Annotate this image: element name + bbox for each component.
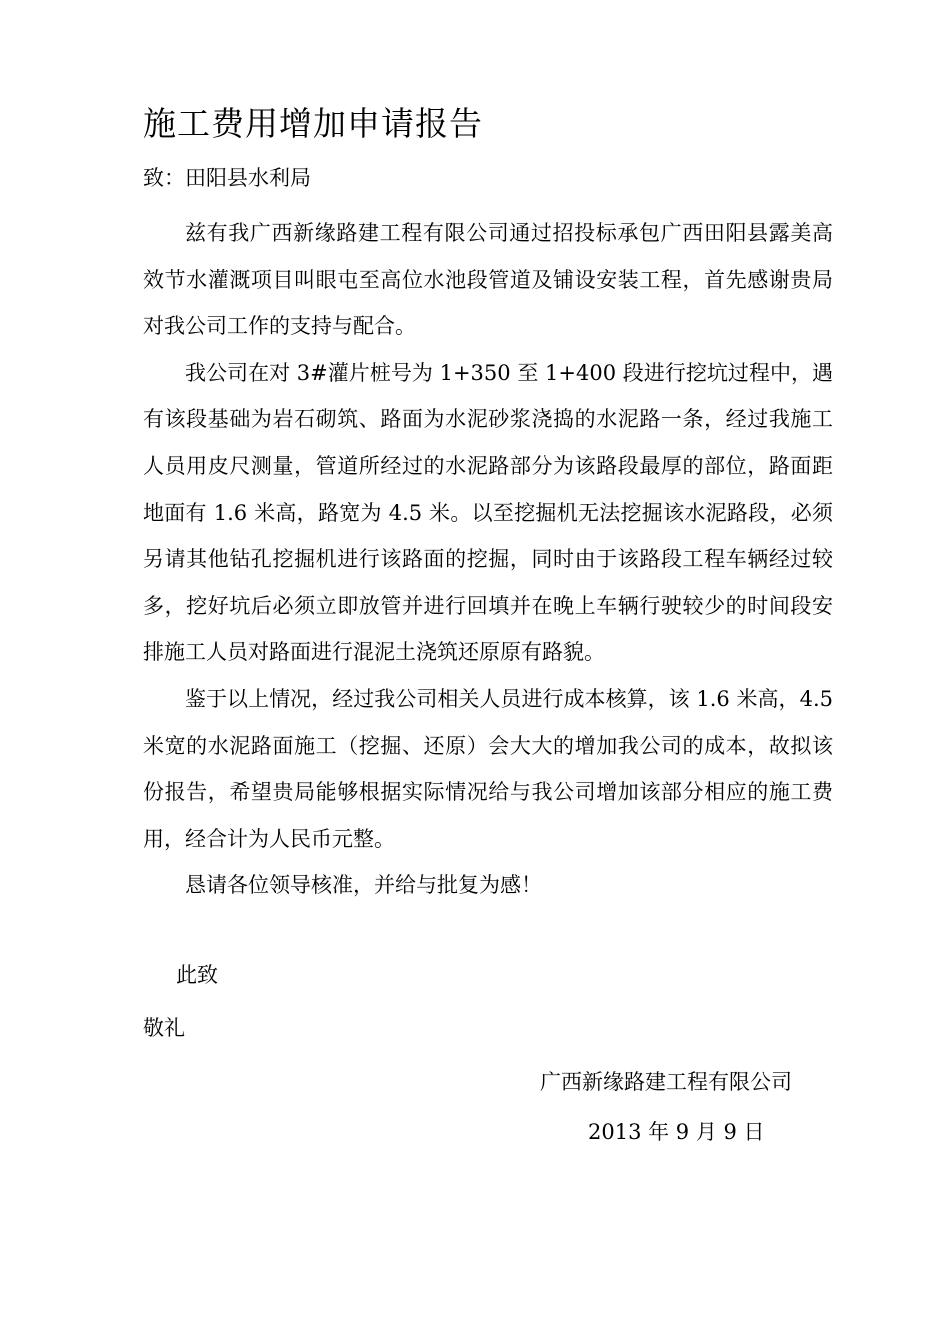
- signature-company: 广西新缘路建工程有限公司: [540, 1070, 792, 1094]
- regards: 敬礼: [143, 1016, 185, 1040]
- paragraph-situation: 我公司在对 3#灌片桩号为 1+350 至 1+400 段进行挖坑过程中，遇有该段基础为岩石砌筑、路面为水泥砂浆浇捣的水泥路一条，经过我施工人员用皮尺测量，管道所经过的水泥路部分为该路段最厚的部位，路面距地面有 1.6 米高，路宽为 4.5 米。以至挖掘机无法挖掘该水泥路段，必须另请其他钻孔挖掘机进行该路面的挖掘，同时由于该路段工程车辆经过较多，挖好坑后必须立即放管并进行回填并在晚上车辆行驶较少的时间段安排施工人员对路面进行混泥土浇筑还原原有路貌。: [143, 360, 833, 665]
- paragraph-request: 恳请各位领导核准，并给与批复为感！: [185, 873, 542, 898]
- document-title: 施工费用增加申请报告: [143, 104, 483, 143]
- document-body: [143, 210, 833, 909]
- paragraph-cost: 鉴于以上情况，经过我公司相关人员进行成本核算，该 1.6 米高，4.5 米宽的水泥路面施工（挖掘、还原）会大大的增加我公司的成本，故拟该份报告，希望贵局能够根据实际情况给与我公司增加该部分相应的施工费用，经合计为人民币元整。: [143, 686, 833, 851]
- signature-date: 2013 年 9 月 9 日: [588, 1120, 765, 1144]
- paragraph-intro: 兹有我广西新缘路建工程有限公司通过招投标承包广西田阳县露美高效节水灌溉项目叫眼屯至高位水池段管道及铺设安装工程，首先感谢贵局对我公司工作的支持与配合。: [143, 221, 833, 339]
- salutation: 此致: [176, 963, 218, 987]
- recipient-line: 致：田阳县水利局: [143, 166, 311, 190]
